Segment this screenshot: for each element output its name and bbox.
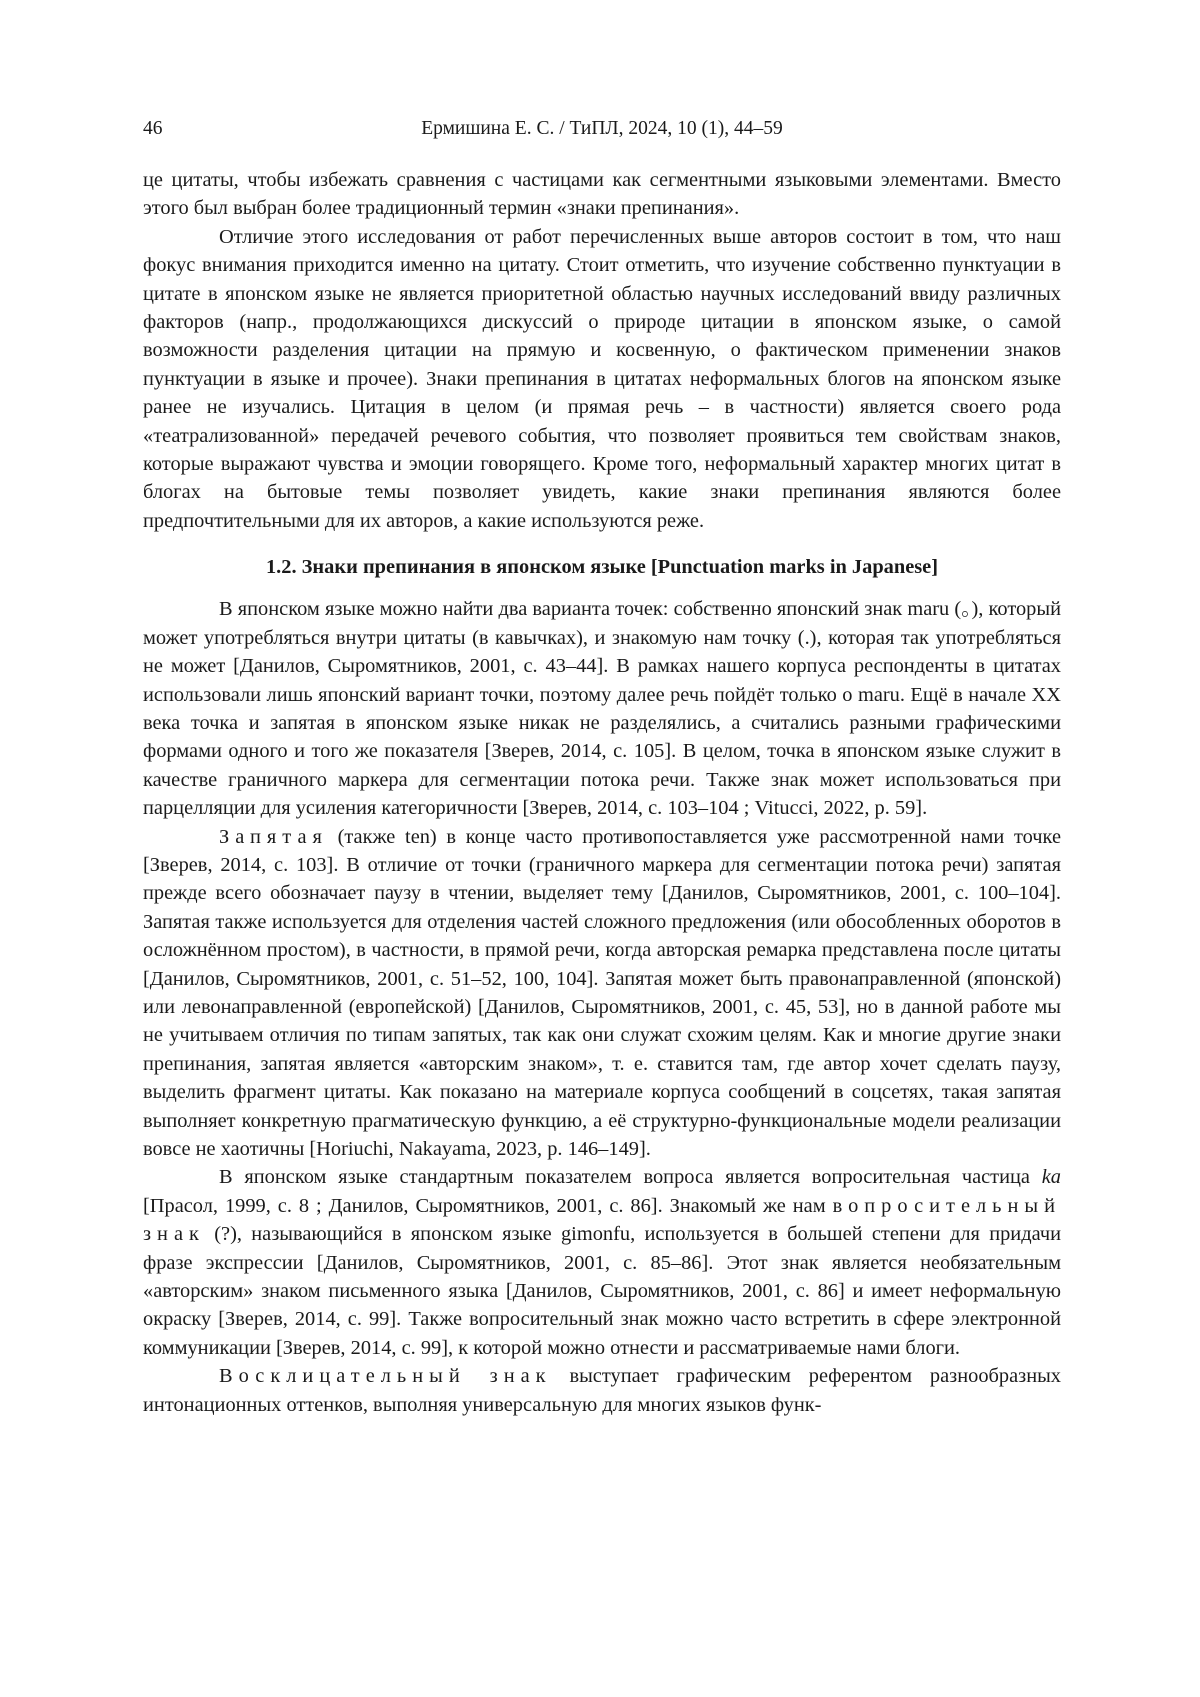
paragraph-question-mark xyxy=(143,1163,1061,1362)
paragraph-exclamation-mark xyxy=(143,1362,1061,1419)
term-ka: ka xyxy=(1041,1166,1061,1189)
paragraph-question-text-c: (?), называющийся в японском языке gimonfu, используется в большей степени для придачи фразе экспрессии [Данилов, Сыромятников, 2001, с. 85–86]. Этот знак является необязательным «авторским» знаком письменного языка [Данилов, Сыромятников, 2001, с. 86] и имеет неформальную окраску [Зверев, 2014, с. 99]. Также вопросительный знак можно часто встретить в сфере электронной коммуникации [Зверев, 2014, с. 99], к которой можно отнести и рассматриваемые нами блоги. xyxy=(143,1223,1061,1359)
paragraph-comma xyxy=(143,823,1061,1164)
running-head: Ермишина Е. С. / ТиПЛ, 2024, 10 (1), 44–59 xyxy=(421,118,783,139)
paragraph-period: В японском языке можно найти два варианта точек: собственно японский знак maru (。), который может употребляться внутри цитаты (в кавычках), и знакомую нам точку (.), которая так употребляться не может [Данилов, Сыромятников, 2001, с. 43–44]. В рамках нашего корпуса респонденты в цитатах использовали лишь японский вариант точки, поэтому далее речь пойдёт только о maru. Ещё в начале XX века точка и запятая в японском языке никак не разделялись, а считались разными графическими формами одного и того же показателя [Зверев, 2014, с. 105]. В целом, точка в японском языке служит в качестве граничного маркера для сегментации потока речи. Также знак может использоваться при парцелляции для усиления категоричности [Зверев, 2014, с. 103–104 ; Vitucci, 2022, p. 59]. xyxy=(143,598,1061,820)
article-body xyxy=(143,166,1061,1419)
paragraph-continuation: це цитаты, чтобы избежать сравнения с частицами как сегментными языковыми элементами. Вместо этого был выбран более традиционный термин «знаки препинания». xyxy=(143,169,1061,220)
paragraph-question-text-a: В японском языке стандартным показателем вопроса является вопросительная частица xyxy=(219,1166,1042,1189)
paragraph-question-text-b: [Прасол, 1999, с. 8 ; Данилов, Сыромятников, 2001, с. 86]. Знакомый же нам xyxy=(143,1194,833,1217)
term-question-mark: вопросительный знак xyxy=(143,1194,1061,1246)
section-heading: 1.2. Знаки препинания в японском языке [Punctuation marks in Japanese] xyxy=(265,556,939,579)
paragraph-exclamation-text: выступает графическим референтом разнообразных интонационных оттенков, выполняя универсальную для многих языков функ- xyxy=(143,1365,1062,1416)
paragraph-study-difference: Отличие этого исследования от работ перечисленных выше авторов состоит в том, что наш фокус внимания приходится именно на цитату. Стоит отметить, что изучение собственно пунктуации в цитате в японском языке не является приоритетной областью научных исследований ввиду различных факторов (напр., продолжающихся дискуссий о природе цитации в японском языке, о самой возможности разделения цитации на прямую и косвенную, о фактическом применении знаков пунктуации в языке и прочее). Знаки препинания в цитатах неформальных блогов на японском языке ранее не изучались. Цитация в целом (и прямая речь – в частности) является своего рода «театрализованной» передачей речевого события, что позволяет проявиться тем свойствам знаков, которые выражают чувства и эмоции говорящего. Кроме того, неформальный характер многих цитат в блогах на бытовые темы позволяет увидеть, какие знаки препинания являются более предпочтительными для их авторов, а какие используются реже. xyxy=(143,225,1061,532)
page-number: 46 xyxy=(143,118,163,139)
page-header xyxy=(143,118,1061,148)
term-comma: Запятая xyxy=(219,825,328,848)
paragraph-comma-text: (также ten) в конце часто противопоставляется уже рассмотренной нами точке [Зверев, 2014, с. 103]. В отличие от точки (граничного маркера для сегментации потока речи) запятая прежде всего обозначает паузу в чтении, выделяет тему [Данилов, Сыромятников, 2001, с. 100–104]. Запятая также используется для отделения частей сложного предложения (или обособленных оборотов в осложнённом простом), в частности, в прямой речи, когда авторская ремарка представлена после цитаты [Данилов, Сыромятников, 2001, с. 51–52, 100, 104]. Запятая может быть правонаправленной (японской) или левонаправленной (европейской) [Данилов, Сыромятников, 2001, с. 45, 53], но в данной работе мы не учитываем отличия по типам запятых, так как они служат схожим целям. Как и многие другие знаки препинания, запятая является «авторским знаком», т. е. ставится там, где автор хочет сделать паузу, выделить фрагмент цитаты. Как показано на материале корпуса сообщений в соцсетях, такая запятая выполняет конкретную прагматическую функцию, а её структурно-функциональные модели реализации вовсе не хаотичны [Horiuchi, Nakayama, 2023, p. 146–149]. xyxy=(143,825,1061,1160)
term-exclamation-mark: Восклицательный знак xyxy=(219,1365,552,1388)
